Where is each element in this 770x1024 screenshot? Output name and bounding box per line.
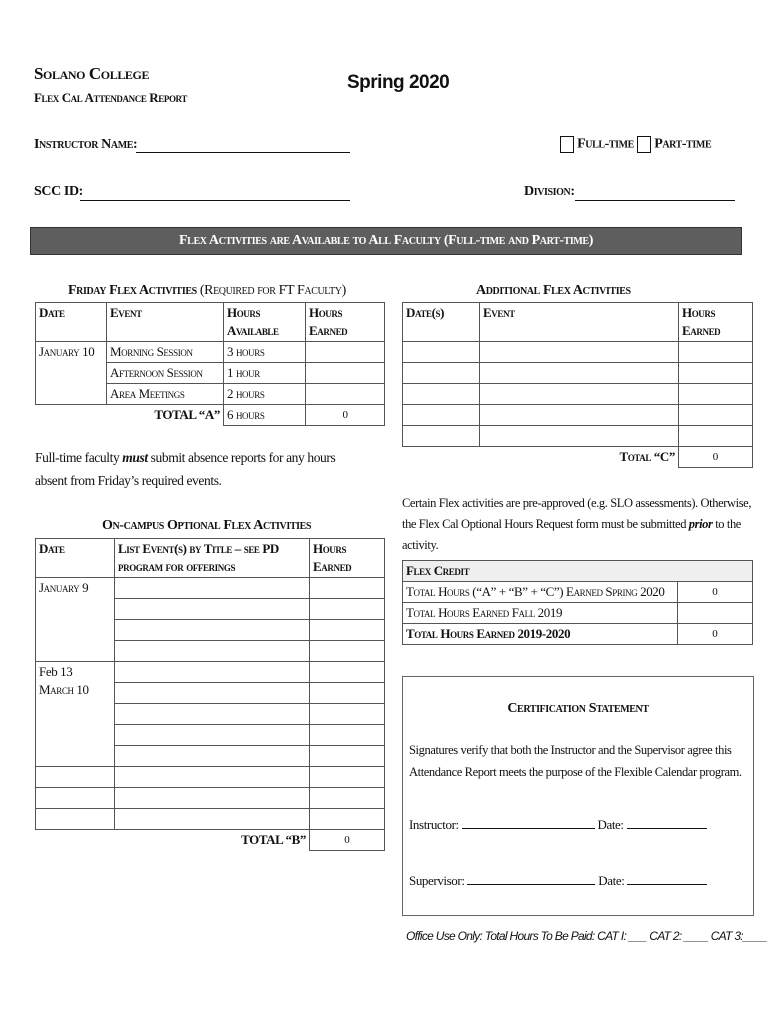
additional-table xyxy=(402,302,753,468)
hours-input[interactable] xyxy=(310,809,385,830)
oncampus-table xyxy=(35,538,385,851)
hours-input[interactable] xyxy=(310,662,385,683)
header-event-list: List Event(s) by Title – see PD program for offerings xyxy=(115,539,310,578)
earned-input[interactable] xyxy=(306,384,385,405)
hours-input[interactable] xyxy=(310,578,385,599)
hours-input[interactable] xyxy=(310,788,385,809)
hours-input[interactable] xyxy=(310,599,385,620)
parttime-checkbox[interactable] xyxy=(637,136,651,153)
event-cell: Morning Session xyxy=(107,342,224,363)
credit-label: Total Hours Earned 2019-2020 xyxy=(403,624,678,645)
supervisor-date-field[interactable] xyxy=(627,884,707,885)
date-input[interactable] xyxy=(36,809,115,830)
event-input[interactable] xyxy=(480,363,679,384)
header-dates: Date(s) xyxy=(403,303,480,342)
total-c-label: Total “C” xyxy=(619,449,675,464)
total-a-earned: 0 xyxy=(306,405,385,426)
table-row xyxy=(403,582,753,603)
friday-note xyxy=(35,446,365,492)
hours-input[interactable] xyxy=(679,426,753,447)
table-row xyxy=(403,426,753,447)
header-hours-earned: Hours Earned xyxy=(306,303,385,342)
date-input[interactable] xyxy=(403,426,480,447)
additional-header-row xyxy=(403,303,753,342)
total-a-hours: 6 hours xyxy=(224,405,306,426)
oncampus-date-1: January 9 xyxy=(36,578,115,662)
total-b-value: 0 xyxy=(310,830,385,851)
date-input[interactable] xyxy=(36,788,115,809)
event-input[interactable] xyxy=(115,683,310,704)
event-input[interactable] xyxy=(115,788,310,809)
event-cell: Area Meetings xyxy=(107,384,224,405)
employment-type xyxy=(560,136,711,153)
table-row xyxy=(403,603,753,624)
friday-title: Friday Flex Activities xyxy=(68,283,197,298)
header-hours-earned: Hours Earned xyxy=(310,539,385,578)
date-input[interactable] xyxy=(36,767,115,788)
scc-id-label: SCC ID: xyxy=(34,184,83,199)
total-row xyxy=(36,405,385,426)
event-cell: Afternoon Session xyxy=(107,363,224,384)
friday-header-row xyxy=(36,303,385,342)
event-input[interactable] xyxy=(115,725,310,746)
parttime-label: Part-time xyxy=(654,136,712,152)
instructor-name-label: Instructor Name: xyxy=(34,137,138,152)
date-input[interactable] xyxy=(403,405,480,426)
credit-value-input[interactable] xyxy=(678,603,753,624)
event-input[interactable] xyxy=(480,342,679,363)
instructor-signature-label: Instructor: xyxy=(409,817,459,832)
total-c-value: 0 xyxy=(679,447,753,468)
date-feb: Feb 13 xyxy=(39,664,73,679)
total-a-label: TOTAL “A” xyxy=(154,407,220,422)
date-march: March 10 xyxy=(39,682,89,697)
event-input[interactable] xyxy=(115,809,310,830)
additional-note xyxy=(402,493,754,556)
supervisor-signature-field[interactable] xyxy=(467,884,595,885)
credit-value: 0 xyxy=(678,582,753,603)
event-input[interactable] xyxy=(115,767,310,788)
table-row xyxy=(36,662,385,683)
date-input[interactable] xyxy=(403,363,480,384)
hours-input[interactable] xyxy=(679,384,753,405)
instructor-name-field[interactable] xyxy=(136,152,350,153)
event-input[interactable] xyxy=(115,599,310,620)
instructor-signature-row xyxy=(409,817,707,833)
additional-title: Additional Flex Activities xyxy=(476,283,631,298)
table-row xyxy=(36,767,385,788)
fulltime-label: Full-time xyxy=(577,136,634,152)
header-hours-available: Hours Available xyxy=(224,303,306,342)
credit-label: Total Hours Earned Fall 2019 xyxy=(403,603,678,624)
friday-note-text: Full-time faculty xyxy=(35,450,123,465)
instructor-date-label: Date: xyxy=(597,817,624,832)
header-event: Event xyxy=(107,303,224,342)
hours-input[interactable] xyxy=(310,767,385,788)
event-input[interactable] xyxy=(115,620,310,641)
oncampus-date-2 xyxy=(36,662,115,767)
credit-label: Total Hours (“A” + “B” + “C”) Earned Spring 2020 xyxy=(403,582,678,603)
college-name: Solano College xyxy=(34,64,150,83)
header-hours-earned: Hours Earned xyxy=(679,303,753,342)
oncampus-header-row xyxy=(36,539,385,578)
total-row xyxy=(36,830,385,851)
header-event: Event xyxy=(480,303,679,342)
friday-note-text-end: submit absence reports for any hours absent from Friday’s required events. xyxy=(35,450,336,488)
event-input[interactable] xyxy=(115,704,310,725)
hours-input[interactable] xyxy=(310,683,385,704)
hours-cell: 1 hour xyxy=(224,363,306,384)
division-field[interactable] xyxy=(575,200,735,201)
table-row xyxy=(36,809,385,830)
date-input[interactable] xyxy=(403,384,480,405)
hours-input[interactable] xyxy=(679,342,753,363)
credit-header-row xyxy=(403,561,753,582)
flex-credit-title: Flex Credit xyxy=(403,561,753,582)
supervisor-signature-row xyxy=(409,873,707,889)
table-row xyxy=(36,788,385,809)
instructor-date-field[interactable] xyxy=(627,828,707,829)
table-row xyxy=(403,405,753,426)
friday-table xyxy=(35,302,385,426)
hours-cell: 3 hours xyxy=(224,342,306,363)
certification-title: Certification Statement xyxy=(507,701,649,716)
table-row xyxy=(403,342,753,363)
total-row xyxy=(403,447,753,468)
certification-box xyxy=(402,676,754,916)
division-label: Division: xyxy=(524,184,575,199)
date-input[interactable] xyxy=(403,342,480,363)
event-input[interactable] xyxy=(480,405,679,426)
oncampus-title: On-campus Optional Flex Activities xyxy=(102,518,312,533)
hours-cell: 2 hours xyxy=(224,384,306,405)
header-date: Date xyxy=(36,303,107,342)
total-b-label: TOTAL “B” xyxy=(241,832,306,847)
report-title: Flex Cal Attendance Report xyxy=(34,90,187,105)
term-title: Spring 2020 xyxy=(347,72,450,93)
event-input[interactable] xyxy=(115,578,310,599)
table-row xyxy=(36,578,385,599)
supervisor-signature-label: Supervisor: xyxy=(409,873,465,888)
fulltime-checkbox[interactable] xyxy=(560,136,574,153)
friday-date: January 10 xyxy=(36,342,107,405)
event-input[interactable] xyxy=(115,641,310,662)
credit-value: 0 xyxy=(678,624,753,645)
hours-input[interactable] xyxy=(310,746,385,767)
hours-input[interactable] xyxy=(679,405,753,426)
header-date: Date xyxy=(36,539,115,578)
additional-note-text: Certain Flex activities are pre-approved (e.g. SLO assessments). Otherwise, the Flex Cal Optional Hours Request form must be submitted xyxy=(402,496,752,531)
hours-input[interactable] xyxy=(679,363,753,384)
table-row xyxy=(403,384,753,405)
certification-text: Signatures verify that both the Instructor and the Supervisor agree this Attendance Report meets the purpose of the Flexible Calendar program. xyxy=(409,743,742,779)
event-input[interactable] xyxy=(480,426,679,447)
event-input[interactable] xyxy=(115,662,310,683)
earned-input[interactable] xyxy=(306,342,385,363)
supervisor-date-label: Date: xyxy=(598,873,625,888)
instructor-signature-field[interactable] xyxy=(462,828,595,829)
availability-banner: Flex Activities are Available to All Faculty (Full-time and Part-time) xyxy=(30,227,742,255)
office-use-note: Office Use Only: Total Hours To Be Paid: CAT I: ___ CAT 2: ____ CAT 3:____ xyxy=(406,929,767,943)
table-row xyxy=(403,363,753,384)
hours-input[interactable] xyxy=(310,704,385,725)
event-input[interactable] xyxy=(480,384,679,405)
hours-input[interactable] xyxy=(310,725,385,746)
scc-id-field[interactable] xyxy=(80,200,350,201)
flex-credit-table xyxy=(402,560,753,645)
friday-section-title xyxy=(68,283,346,299)
earned-input[interactable] xyxy=(306,363,385,384)
table-row xyxy=(403,624,753,645)
additional-note-emphasis: prior xyxy=(688,517,713,531)
hours-input[interactable] xyxy=(310,620,385,641)
additional-note-text-end: to the activity. xyxy=(402,517,741,552)
friday-title-note: (Required for FT Faculty) xyxy=(199,283,346,298)
table-row xyxy=(36,342,385,363)
event-input[interactable] xyxy=(115,746,310,767)
hours-input[interactable] xyxy=(310,641,385,662)
friday-note-emphasis: must xyxy=(122,450,148,465)
